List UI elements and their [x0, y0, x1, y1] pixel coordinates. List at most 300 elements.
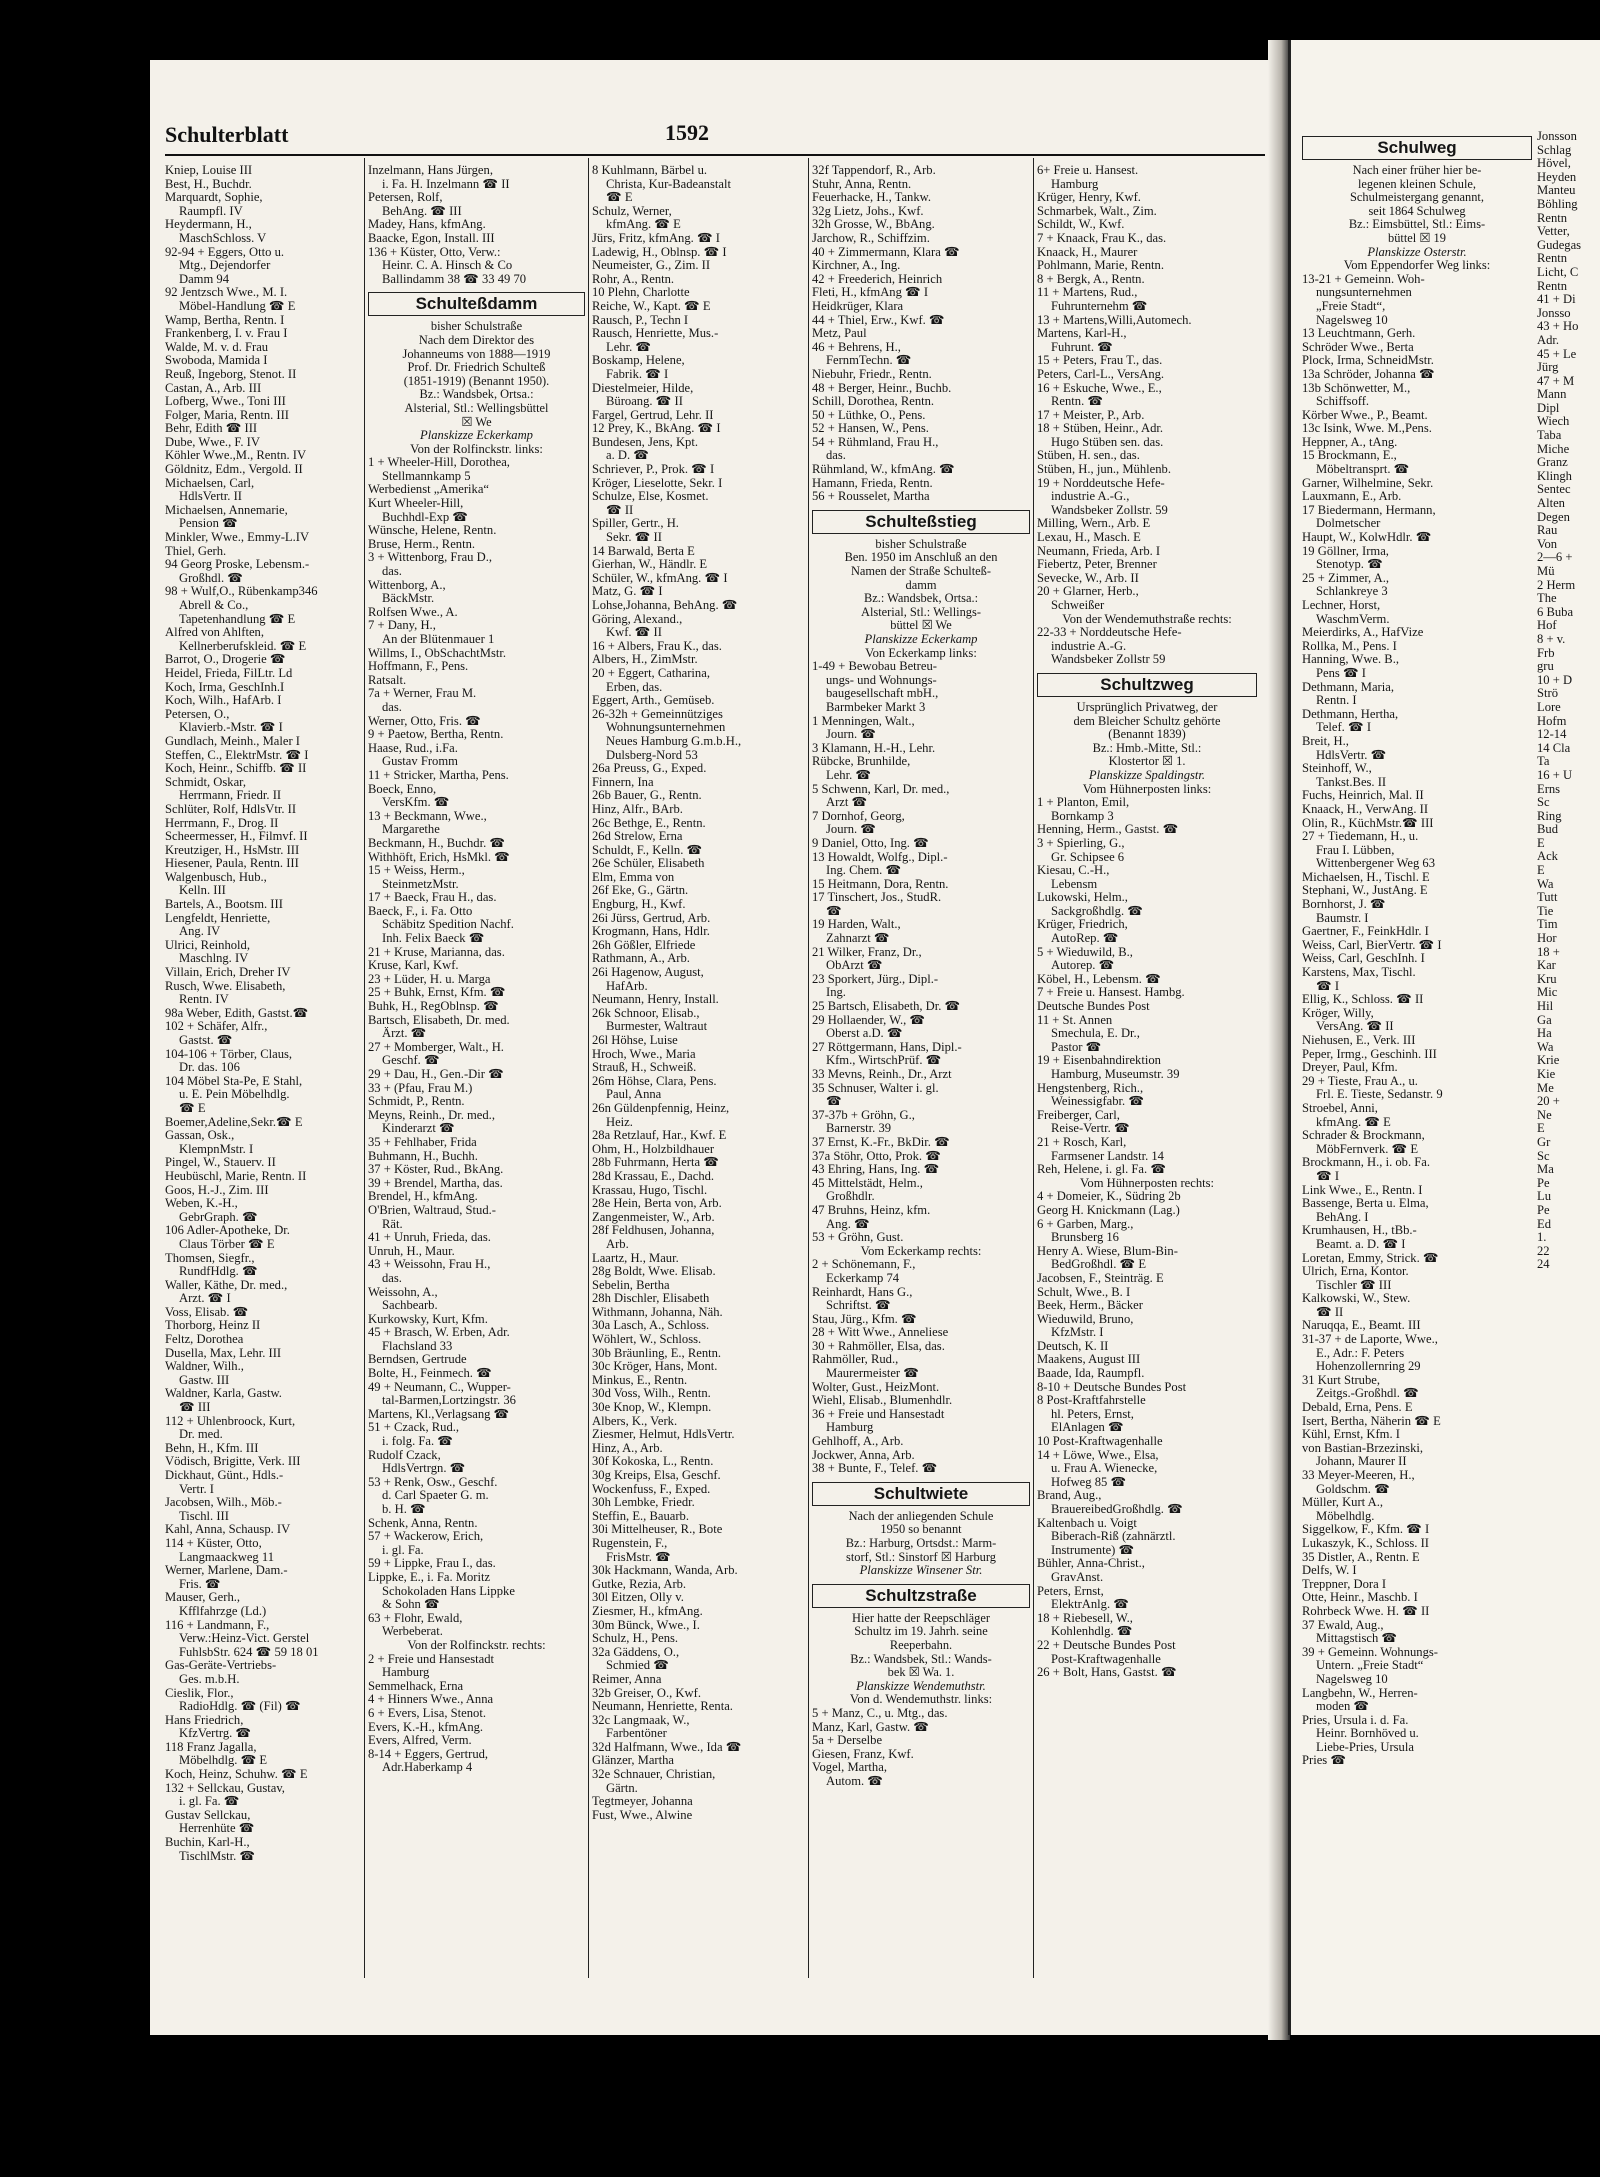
directory-entry: Jonsson	[1537, 130, 1577, 143]
directory-entry: Brand, Aug.,	[1037, 1489, 1102, 1503]
directory-entry: 38 + Bunte, F., Telef. ☎	[812, 1462, 938, 1476]
directory-entry: Schlag	[1537, 143, 1572, 157]
directory-entry: 1 Menningen, Walt.,	[812, 714, 915, 728]
directory-entry: Olin, R., KüchMstr.☎ III	[1302, 816, 1434, 830]
directory-entry: Pastor ☎	[1051, 1040, 1102, 1054]
directory-entry: Schrader & Brockmann,	[1302, 1129, 1425, 1143]
directory-entry: Waldner, Wilh.,	[165, 1360, 244, 1374]
directory-entry: Lexau, H., Masch. E	[1037, 531, 1141, 545]
directory-entry: 15 + Peters, Frau T., das.	[1037, 354, 1163, 368]
directory-entry: Rudolf Czack,	[368, 1448, 441, 1462]
directory-entry: ungs- und Wohnungs-	[826, 673, 937, 687]
directory-entry: E	[1537, 1122, 1545, 1136]
directory-entry: Finnern, Ina	[592, 775, 654, 789]
directory-entry: Loretan, Emmy, Strick. ☎	[1302, 1251, 1439, 1265]
directory-entry: Tankst.Bes. II	[1316, 775, 1387, 789]
street-note-line: Ursprünglich Privatweg, der	[1076, 699, 1218, 714]
directory-entry: Hengstenberg, Rich.,	[1037, 1081, 1144, 1095]
directory-entry: Withhöft, Erich, HsMkl. ☎	[368, 850, 510, 864]
directory-entry: „Freie Stadt“,	[1316, 299, 1386, 313]
directory-entry: Untern. „Freie Stadt“	[1316, 1659, 1424, 1673]
street-note-line: bek ☒ Wa. 1.	[887, 1665, 955, 1680]
directory-entry: Werner, Otto, Fris. ☎	[368, 714, 481, 728]
directory-entry: Maurermeister ☎	[826, 1367, 919, 1381]
directory-entry: 26a Preuss, G., Exped.	[592, 762, 707, 776]
directory-entry: 7 + Dany, H.,	[368, 619, 436, 633]
directory-entry: 136 + Küster, Otto, Verw.:	[368, 245, 501, 259]
directory-entry: 20 +	[1537, 1095, 1560, 1109]
street-note-line: damm	[905, 577, 937, 592]
directory-entry: das.	[382, 1271, 402, 1285]
directory-entry: Post-Kraftwagenhalle	[1051, 1652, 1161, 1666]
directory-entry: 16 + U	[1537, 768, 1573, 782]
directory-column-2	[368, 164, 585, 2004]
directory-entry: Fargel, Gertrud, Lehr. II	[592, 408, 714, 422]
directory-entry: BedGroßhdl. ☎ E	[1051, 1258, 1147, 1272]
directory-entry: 32b Greiser, O., Kwf.	[592, 1686, 701, 1700]
directory-entry: 43 Ehring, Hans, Ing. ☎	[812, 1163, 940, 1177]
directory-entry: Hohenzollernring 29	[1316, 1360, 1421, 1374]
directory-entry: 8 + Bergk, A., Rentn.	[1037, 272, 1145, 286]
directory-entry: Jockwer, Anna, Arb.	[812, 1448, 915, 1462]
directory-entry: 19 Göllner, Irma,	[1302, 544, 1389, 558]
directory-entry: Gierhan, W., Händlr. E	[592, 558, 708, 572]
directory-entry: Heydermann, H.,	[165, 218, 252, 232]
directory-entry: Maschlng. IV	[179, 952, 249, 966]
directory-entry: 41 + Unruh, Frieda, das.	[368, 1231, 491, 1245]
directory-column-1	[165, 164, 361, 2004]
directory-entry: Pries, Ursula i. d. Fa.	[1302, 1713, 1409, 1727]
directory-entry: 26d Strelow, Erna	[592, 830, 683, 844]
street-note-line: Klostertor ☒ 1.	[1108, 754, 1186, 769]
directory-entry: Farbentöner	[606, 1727, 667, 1741]
directory-entry: & Sohn ☎	[382, 1598, 440, 1612]
side-heading: Vom Hühnerposten rechts:	[1079, 1175, 1215, 1190]
directory-entry: Burmester, Waltraut	[606, 1020, 708, 1034]
directory-entry: kfmAng. ☎ E	[1316, 1115, 1391, 1129]
directory-entry: 1-49 + Bewobau Betreu-	[812, 660, 937, 674]
directory-entry: Ed	[1537, 1217, 1551, 1231]
directory-entry: 21 Wilker, Franz, Dr.,	[812, 945, 922, 959]
directory-entry: Garner, Wilhelmine, Sekr.	[1302, 476, 1434, 490]
directory-entry: Kfm., WirtschPrüf. ☎	[826, 1054, 942, 1068]
directory-entry: Gas-Geräte-Vertriebs-	[165, 1659, 277, 1673]
directory-entry: Henning, Herm., Gastst. ☎	[1037, 823, 1179, 837]
directory-entry: 30f Kokoska, L., Rentn.	[592, 1455, 714, 1469]
directory-entry: 6 + Evers, Lisa, Stenot.	[368, 1706, 486, 1720]
directory-entry: 42 + Freederich, Heinrich	[812, 272, 943, 286]
directory-entry: 18 +	[1537, 945, 1560, 959]
directory-entry: 28d Krassau, E., Dachd.	[592, 1169, 715, 1183]
directory-entry: 25 + Buhk, Ernst, Kfm. ☎	[368, 986, 506, 1000]
directory-entry: Gärtn.	[606, 1781, 638, 1795]
directory-entry: Wandsbeker Zollstr 59	[1051, 653, 1166, 667]
directory-entry: 20 + Eggert, Catharina,	[592, 666, 710, 680]
directory-entry: 26m Höhse, Clara, Pens.	[592, 1074, 717, 1088]
directory-entry: Smechula, E. Dr.,	[1051, 1027, 1140, 1041]
directory-entry: Journ. ☎	[826, 823, 876, 837]
directory-entry: Biberach-Riß (zahnärztl.	[1051, 1530, 1176, 1544]
directory-entry: ☎	[826, 904, 842, 918]
directory-entry: Vetter,	[1537, 225, 1570, 239]
directory-entry: Hoffmann, F., Pens.	[368, 660, 469, 674]
directory-entry: 12 Prey, K., BkAng. ☎ I	[592, 422, 721, 436]
directory-entry: 6+ Freie u. Hansest.	[1037, 164, 1139, 177]
directory-entry: Rolfsen Wwe., A.	[368, 605, 458, 619]
page-header	[165, 120, 1265, 156]
directory-entry: Madey, Hans, kfmAng.	[368, 218, 486, 232]
directory-entry: Reinhardt, Hans G.,	[812, 1285, 913, 1299]
directory-entry: Lu	[1537, 1190, 1551, 1204]
directory-entry: Beek, Herm., Bäcker	[1037, 1299, 1143, 1313]
directory-entry: Müller, Kurt A.,	[1302, 1496, 1383, 1510]
directory-entry: Stellmannkamp 5	[382, 469, 471, 483]
directory-entry: Reiche, W., Kapt. ☎ E	[592, 299, 711, 313]
directory-entry: Vogel, Martha,	[812, 1761, 887, 1775]
directory-entry: FrisMstr. ☎	[606, 1550, 671, 1564]
directory-entry: Hofweg 85 ☎	[1051, 1475, 1127, 1489]
directory-entry: Sebelin, Bertha	[592, 1278, 670, 1292]
directory-entry: Neumeister, G., Zim. II	[592, 259, 711, 273]
directory-entry: Wockenfuss, F., Exped.	[592, 1482, 711, 1496]
directory-entry: Petersen, O.,	[165, 707, 230, 721]
directory-entry: Rühmland, W., kfmAng. ☎	[812, 463, 955, 477]
directory-entry: HafArb.	[606, 979, 648, 993]
street-note-line: Bz.: Hmb.-Mitte, Stl.:	[1092, 740, 1202, 755]
directory-entry: Lauxmann, E., Arb.	[1302, 490, 1402, 504]
directory-entry: Dr. das. 106	[179, 1061, 240, 1075]
directory-entry: Jonsso	[1537, 306, 1571, 320]
directory-entry: Kahl, Anna, Schausp. IV	[165, 1523, 291, 1537]
directory-entry: Flachsland 33	[382, 1339, 453, 1353]
directory-entry: 26h Gößler, Elfriede	[592, 938, 696, 952]
directory-entry: Sc	[1537, 796, 1550, 810]
directory-entry: 1 + Wheeler-Hill, Dorothea,	[368, 456, 510, 470]
side-heading: Vom Eppendorfer Weg links:	[1343, 258, 1491, 273]
directory-entry: Peper, Irmg., Geschinh. III	[1302, 1047, 1437, 1061]
directory-entry: 21 + Kruse, Marianna, das.	[368, 945, 505, 959]
directory-entry: tal-Barmen,Lortzingstr. 36	[382, 1394, 516, 1408]
directory-entry: Waller, Käthe, Dr. med.,	[165, 1278, 288, 1292]
directory-entry: d. Carl Spaeter G. m.	[382, 1489, 489, 1503]
directory-entry: Stuhr, Anna, Rentn.	[812, 177, 912, 191]
directory-entry: Frankenberg, I. v. Frau I	[165, 327, 288, 341]
directory-entry: Hamburg, Museumstr. 39	[1051, 1068, 1180, 1081]
directory-entry: Möbel-Handlung ☎ E	[179, 299, 296, 313]
directory-entry: 26l Höhse, Luise	[592, 1034, 678, 1047]
directory-entry: Knaack, H., Maurer	[1037, 245, 1138, 259]
directory-entry: Feltz, Dorothea	[165, 1333, 244, 1347]
directory-entry: ObArzt ☎	[826, 959, 883, 973]
directory-entry: 26 + Bolt, Hans, Gastst. ☎	[1037, 1666, 1177, 1680]
directory-entry: Gustav Sellckau,	[165, 1808, 251, 1822]
directory-entry: Abrell & Co.,	[179, 599, 249, 612]
directory-entry: Paul, Anna	[606, 1088, 662, 1102]
directory-entry: 8-10 + Deutsche Bundes Post	[1037, 1380, 1187, 1394]
directory-entry: a. D. ☎	[606, 449, 649, 463]
street-note-line: (1851-1919) (Benannt 1950).	[403, 373, 550, 388]
directory-entry: Ulrici, Reinhold,	[165, 938, 250, 952]
directory-column-3	[592, 164, 805, 2004]
directory-entry: Bolte, H., Feinmech. ☎	[368, 1367, 492, 1381]
directory-entry: 29 Hollaender, W., ☎	[812, 1013, 926, 1027]
directory-entry: 23 Sporkert, Jürg., Dipl.-	[812, 972, 939, 986]
directory-entry: kfmAng. ☎ E	[606, 218, 681, 232]
directory-entry: Delfs, W. I	[1302, 1564, 1357, 1578]
directory-entry: Herrmann, Friedr. II	[179, 789, 282, 803]
street-note-line: Schultz im 19. Jahrh. seine	[854, 1624, 988, 1639]
directory-entry: Siggelkow, F., Kfm. ☎ I	[1302, 1523, 1430, 1537]
directory-entry: 8 Kuhlmann, Bärbel u.	[592, 164, 708, 177]
directory-entry: Baumstr. I	[1316, 911, 1369, 925]
directory-entry: 32h Grosse, W., BbAng.	[812, 218, 935, 232]
directory-entry: Hiesener, Paula, Rentn. III	[165, 857, 299, 871]
directory-entry: Heinr. C. A. Hinsch & Co	[382, 259, 513, 273]
directory-entry: Lukowski, Helm.,	[1037, 891, 1128, 905]
directory-entry: Kröger, Willy,	[1302, 1006, 1374, 1020]
street-note-line: büttel ☒ We	[890, 618, 952, 633]
directory-entry: Frl. E. Tieste, Sedanstr. 9	[1316, 1088, 1443, 1102]
directory-entry: Adr.Haberkamp 4	[382, 1761, 473, 1775]
directory-entry: Wohnungsunternehmen	[606, 721, 726, 735]
street-note-line: seit 1864 Schulweg	[1368, 203, 1466, 218]
street-note-line: dem Bleicher Schultz gehörte	[1073, 713, 1221, 728]
directory-entry: Ziesmer, Helmut, HdlsVertr.	[592, 1428, 735, 1442]
directory-entry: u. Frau A. Wienecke,	[1051, 1462, 1158, 1476]
directory-entry: Krüger, Henry, Kwf.	[1037, 191, 1141, 205]
directory-entry: Rugenstein, F.,	[592, 1536, 668, 1550]
directory-entry: Bühler, Anna-Christ.,	[1037, 1557, 1145, 1571]
directory-entry: Licht, C	[1537, 265, 1579, 279]
directory-entry: 19 + Norddeutsche Hefe-	[1037, 476, 1165, 490]
directory-entry: Schult, Wwe., B. I	[1037, 1285, 1131, 1299]
directory-entry: 33 Mevns, Reinh., Dr., Arzt	[812, 1068, 952, 1081]
directory-entry: i. Fa. H. Inzelmann ☎ II	[382, 177, 510, 191]
directory-entry: Voss, Elisab. ☎	[165, 1305, 249, 1319]
directory-entry: 44 + Thiel, Erw., Kwf. ☎	[812, 313, 945, 327]
directory-entry: Hövel,	[1537, 157, 1571, 171]
directory-entry: Zeitgs.-Großhdl. ☎	[1316, 1387, 1419, 1401]
directory-entry: Gaertner, F., FeinkHdlr. I	[1302, 925, 1429, 939]
directory-entry: HdlsVertr. II	[179, 490, 242, 504]
directory-entry: Schildt, W., Kwf.	[1037, 218, 1125, 232]
directory-entry: Dickhaut, Günt., Hdls.-	[165, 1469, 284, 1482]
directory-entry: Gr. Schipsee 6	[1051, 850, 1125, 864]
street-note-line: bisher Schulstraße	[875, 536, 967, 551]
directory-entry: industrie A.-G.	[1051, 639, 1127, 653]
directory-entry: Ratsalt.	[368, 673, 407, 687]
street-heading: Schulweg	[1302, 136, 1532, 160]
directory-entry: Jacobsen, F., Steinträg. E	[1037, 1271, 1164, 1285]
directory-entry: Schlankreye 3	[1316, 585, 1388, 599]
directory-entry: Schulz, Werner,	[592, 204, 672, 218]
directory-entry: Stau, Jürg., Kfm. ☎	[812, 1312, 917, 1326]
directory-entry: 32f Tappendorf, R., Arb.	[812, 164, 936, 177]
directory-entry: Erben, das.	[606, 680, 663, 694]
directory-entry: Wamp, Bertha, Rentn. I	[165, 313, 285, 327]
directory-entry: RadioHdlg. ☎ (Fil) ☎	[179, 1700, 301, 1714]
directory-entry: 11 + Stricker, Martha, Pens.	[368, 768, 509, 782]
directory-entry: Gutke, Rezia, Arb.	[592, 1577, 687, 1591]
directory-entry: Dethmann, Maria,	[1302, 680, 1394, 694]
directory-entry: 32a Gäddens, O.,	[592, 1645, 680, 1659]
directory-entry: Jürg	[1537, 361, 1559, 375]
directory-entry: GebrGraph. ☎	[179, 1210, 258, 1224]
directory-entry: Gustav Fromm	[382, 755, 458, 769]
directory-entry: Vertr. I	[179, 1482, 214, 1496]
directory-entry: Semmelhack, Erna	[368, 1679, 464, 1693]
directory-entry: Mic	[1537, 986, 1558, 1000]
directory-entry: ☎ I	[1316, 1169, 1340, 1183]
directory-entry: Hinz, A., Arb.	[592, 1441, 663, 1455]
directory-entry: Gundlach, Meinh., Maler I	[165, 734, 300, 748]
directory-entry: Schmidt, P., Rentn.	[368, 1095, 465, 1109]
directory-entry: Martens, Kl.,Verlagsang ☎	[368, 1407, 510, 1421]
directory-entry: Ang. IV	[179, 925, 221, 939]
directory-entry: Herrmann, F., Drog. II	[165, 816, 279, 830]
directory-entry: Dr. med.	[179, 1428, 223, 1442]
directory-entry: Baacke, Egon, Install. III	[368, 231, 495, 245]
directory-entry: Villain, Erich, Dreher IV	[165, 966, 291, 980]
directory-entry: BäckMstr.	[382, 592, 435, 606]
directory-entry: Weben, K.-H.,	[165, 1197, 238, 1211]
directory-entry: Bartels, A., Bootsm. III	[165, 898, 283, 912]
directory-entry: 28h Dischler, Elisabeth	[592, 1292, 710, 1306]
directory-entry: Fris. ☎	[179, 1577, 221, 1591]
directory-entry: 25 Bartsch, Elisabeth, Dr. ☎	[812, 1000, 961, 1014]
directory-entry: 116 + Landmann, F.,	[165, 1618, 270, 1632]
directory-entry: 13-21 + Gemeinn. Woh-	[1302, 272, 1425, 286]
directory-entry: BehAng. ☎ III	[382, 204, 462, 218]
directory-entry: HdlsVertr. ☎	[1316, 748, 1387, 762]
directory-entry: Göring, Alexand.,	[592, 612, 683, 626]
directory-entry: 28 + Witt Wwe., Anneliese	[812, 1326, 949, 1340]
directory-entry: O'Brien, Waltraud, Stud.-	[368, 1203, 496, 1217]
street-note-line: storf, Stl.: Sinstorf ☒ Harburg	[846, 1549, 996, 1564]
directory-entry: 17 Biedermann, Hermann,	[1302, 503, 1436, 517]
directory-entry: An der Blütenmauer 1	[382, 633, 495, 646]
directory-entry: 30i Mittelheuser, R., Bote	[592, 1523, 723, 1537]
directory-entry: Jürs, Fritz, kfmAng. ☎ I	[592, 231, 720, 245]
directory-entry: Brendel, H., kfmAng.	[368, 1190, 478, 1204]
directory-entry: 3 Klamann, H.-H., Lehr.	[812, 741, 936, 755]
directory-entry: Steffin, E., Bauarb.	[592, 1509, 689, 1523]
directory-entry: Rathmann, A., Arb.	[592, 952, 690, 966]
directory-entry: 22	[1537, 1244, 1550, 1258]
directory-entry: 25 + Zimmer, A.,	[1302, 571, 1390, 585]
directory-entry: Stroebel, Anni,	[1302, 1101, 1378, 1115]
directory-entry: Heidel, Frieda, FilLtr. Ld	[165, 666, 293, 680]
street-note-line: Alsterial, Stl.: Wellings-	[861, 604, 981, 619]
directory-entry: u. E. Pein Möbelhdlg.	[179, 1088, 290, 1102]
directory-entry: Arzt. ☎ I	[179, 1292, 231, 1306]
directory-entry: Goos, H.-J., Zim. III	[165, 1183, 269, 1197]
directory-entry: 37a Stöhr, Otto, Prok. ☎	[812, 1149, 941, 1163]
directory-entry: Kiesau, C.-H.,	[1037, 864, 1110, 878]
directory-entry: 7 + Freie u. Hansest. Hambg.	[1037, 986, 1185, 1000]
directory-entry: ElAnlagen ☎	[1051, 1421, 1124, 1435]
directory-entry: Steffen, C., ElektrMstr. ☎ I	[165, 748, 309, 762]
directory-entry: Kurkowsky, Kurt, Kfm.	[368, 1312, 488, 1326]
directory-entry: 26i Jürss, Gertrud, Arb.	[592, 911, 711, 925]
directory-entry: Zahnarzt ☎	[826, 932, 890, 946]
directory-entry: Rollka, M., Pens. I	[1302, 639, 1397, 653]
directory-entry: Wieduwild, Bruno,	[1037, 1312, 1134, 1326]
directory-entry: Rau	[1537, 524, 1558, 538]
directory-entry: E	[1537, 864, 1545, 878]
directory-entry: GravAnst.	[1051, 1570, 1104, 1584]
directory-entry: Behr, Edith ☎ III	[165, 422, 258, 436]
directory-entry: Tim	[1537, 918, 1558, 932]
directory-entry: Pries ☎	[1302, 1754, 1347, 1768]
street-note-line: Bz.: Harburg, Ortsdst.: Marm-	[845, 1536, 997, 1550]
directory-entry: Neumann, Henriette, Renta.	[592, 1700, 733, 1714]
side-heading: Von der Rolfinckstr. rechts:	[407, 1637, 546, 1652]
directory-entry: 29 + Dau, H., Gen.-Dir ☎	[368, 1068, 504, 1081]
directory-entry: 17 Tinschert, Jos., StudR.	[812, 891, 942, 905]
directory-entry: 92 Jentzsch Wwe., M. I.	[165, 286, 288, 300]
directory-entry: Göldnitz, Edm., Vergold. II	[165, 463, 303, 477]
directory-entry: 22 + Deutsche Bundes Post	[1037, 1638, 1176, 1652]
directory-entry: BrauereibedGroßhdlg. ☎	[1051, 1503, 1183, 1516]
directory-entry: 15 Heitmann, Dora, Rentn.	[812, 877, 949, 891]
directory-entry: 8-14 + Eggers, Gertrud,	[368, 1747, 489, 1761]
directory-entry: Kinderarzt ☎	[382, 1122, 455, 1136]
directory-entry: Tischl. III	[179, 1509, 229, 1523]
directory-entry: Gehlhoff, A., Arb.	[812, 1435, 904, 1449]
directory-entry: 45 Mittelstädt, Helm.,	[812, 1176, 923, 1190]
street-heading: Schulteßdamm	[368, 292, 585, 316]
directory-entry: Thiel, Gerh.	[165, 544, 227, 558]
planskizze-label: Planskizze Eckerkamp	[420, 428, 533, 443]
directory-entry: KfzMstr. I	[1051, 1326, 1104, 1340]
directory-entry: Ang. ☎	[826, 1217, 870, 1231]
directory-entry: 19 Harden, Walt.,	[812, 918, 901, 932]
directory-entry: i. gl. Fa. ☎	[179, 1795, 240, 1809]
directory-entry: Krassau, Hugo, Tischl.	[592, 1183, 708, 1197]
directory-entry: 30h Lembke, Friedr.	[592, 1496, 695, 1510]
directory-entry: Ohm, H., Holzbildhauer	[592, 1142, 715, 1156]
directory-entry: Deutsche Bundes Post	[1037, 1000, 1150, 1014]
directory-entry: Arzt ☎	[826, 796, 868, 810]
directory-entry: 47 + M	[1537, 374, 1575, 388]
directory-entry: Walgenbusch, Hub.,	[165, 870, 267, 884]
directory-entry: Walde, M. v. d. Frau	[165, 340, 269, 354]
directory-entry: 28e Hein, Berta von, Arb.	[592, 1197, 722, 1211]
directory-entry: Köhler Wwe.,M., Rentn. IV	[165, 449, 307, 463]
directory-entry: Lippke, E., i. Fa. Moritz	[368, 1570, 491, 1584]
directory-entry: Frb	[1537, 646, 1555, 660]
directory-entry: The	[1537, 592, 1557, 606]
directory-entry: 37 Ewald, Aug.,	[1302, 1618, 1384, 1632]
directory-entry: Buhmann, H., Buchh.	[368, 1149, 478, 1163]
directory-entry: hl. Peters, Ernst,	[1051, 1407, 1134, 1421]
directory-entry: Koch, Wilh., HafArb. I	[165, 694, 282, 708]
directory-entry: 2 + Freie und Hansestadt	[368, 1652, 495, 1666]
directory-entry: Weissohn, A.,	[368, 1285, 438, 1299]
directory-entry: Karstens, Max, Tischl.	[1302, 966, 1416, 980]
directory-entry: 63 + Flohr, Ewald,	[368, 1611, 463, 1625]
directory-entry: 50 + Lüthke, O., Pens.	[812, 408, 926, 422]
directory-entry: 114 + Küster, Otto,	[165, 1536, 262, 1550]
directory-entry: Kirchner, A., Ing.	[812, 259, 901, 273]
directory-entry: ☎	[826, 1095, 842, 1109]
directory-entry: Minkler, Wwe., Emmy-L.IV	[165, 531, 310, 545]
directory-entry: Ärzt. ☎	[382, 1027, 427, 1041]
column-rule	[588, 158, 589, 1978]
directory-entry: 4 + Domeier, K., Südring 2b	[1037, 1190, 1181, 1204]
street-note-line: Bz.: Eimsbüttel, Stl.: Eims-	[1348, 217, 1486, 232]
